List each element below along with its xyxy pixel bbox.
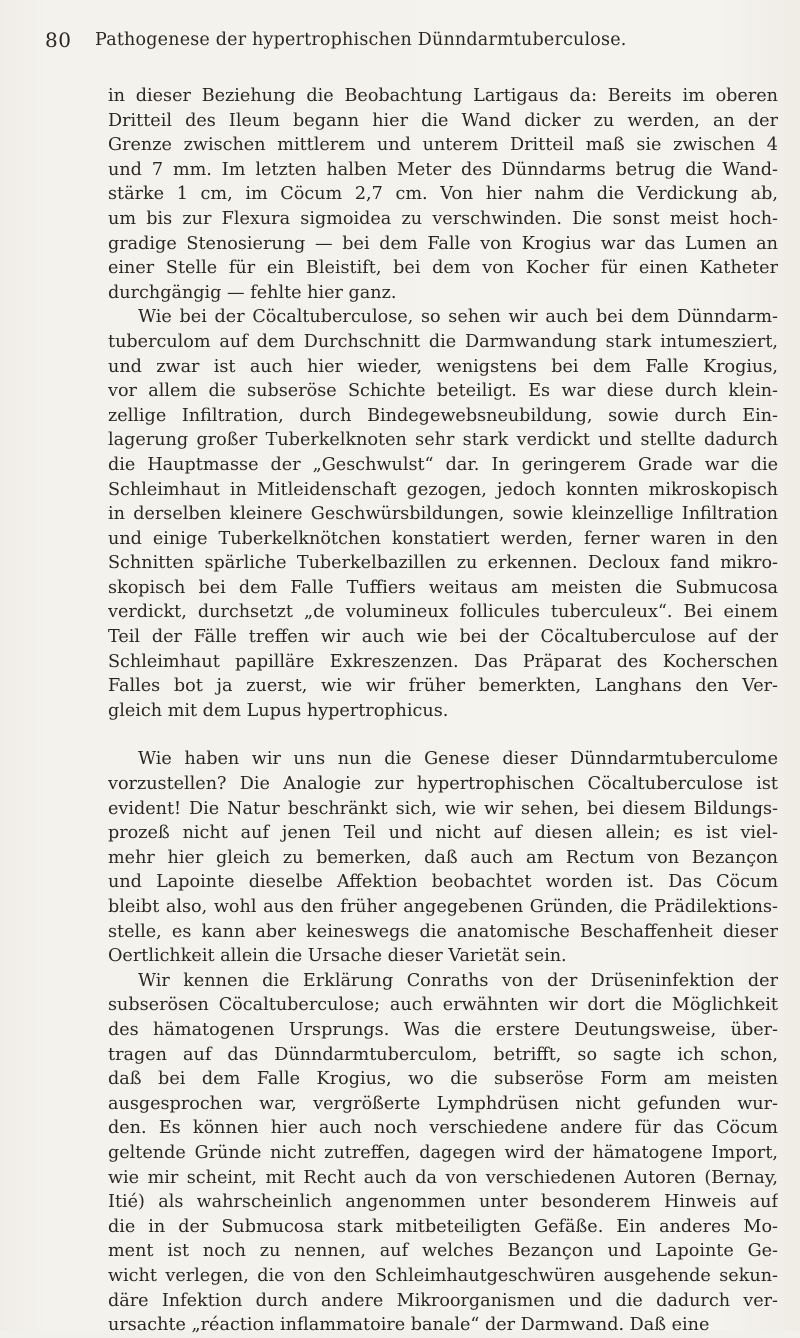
page-number: 80	[45, 28, 72, 52]
text-line: lagerung großer Tuberkelknoten sehr stark verdickt und stellte dadurch	[108, 430, 778, 451]
body-text	[108, 84, 778, 1338]
text-line: zellige Infiltration, durch Bindegewebsneubildung, sowie durch Ein-	[108, 405, 778, 426]
text-line: Schleimhaut papilläre Exkreszenzen. Das Präparat des Kocherschen	[108, 651, 778, 672]
text-line: ursachte „réaction inflammatoire banale“ der Darmwand. Daß eine	[108, 1315, 710, 1336]
text-line: Wie haben wir uns nun die Genese dieser Dünndarmtuberculome	[138, 749, 778, 770]
text-line: daß bei dem Falle Krogius, wo die subseröse Form am meisten	[108, 1069, 778, 1090]
text-line: und zwar ist auch hier wieder, wenigstens bei dem Falle Krogius,	[108, 356, 778, 377]
text-line: stelle, es kann aber keineswegs die anatomische Beschaffenheit dieser	[108, 921, 778, 942]
text-line: in dieser Beziehung die Beobachtung Lartigaus da: Bereits im oberen	[108, 86, 778, 106]
paragraph-2	[108, 305, 778, 723]
text-line: geltende Gründe nicht zutreffen, dagegen wird der hämatogene Import,	[108, 1142, 778, 1163]
text-line: däre Infektion durch andere Mikroorganismen und die dadurch ver-	[108, 1290, 778, 1311]
paragraph-3	[108, 747, 778, 968]
text-line: und 7 mm. Im letzten halben Meter des Dünndarms betrug die Wand-	[108, 159, 778, 180]
text-line: in derselben kleinere Geschwürsbildungen, sowie kleinzellige Infiltration	[108, 504, 778, 525]
text-line: Oertlichkeit allein die Ursache dieser Varietät sein.	[108, 946, 567, 967]
text-line: prozeß nicht auf jenen Teil und nicht auf diesen allein; es ist viel-	[108, 823, 778, 844]
text-line: Schleimhaut in Mitleidenschaft gezogen, jedoch konnten mikroskopisch	[108, 479, 778, 500]
text-line: Wie bei der Cöcaltuberculose, so sehen wir auch bei dem Dünndarm-	[138, 307, 778, 328]
text-line: des hämatogenen Ursprungs. Was die erstere Deutungsweise, über-	[108, 1019, 778, 1040]
text-line: subserösen Cöcaltuberculose; auch erwähnten wir dort die Möglichkeit	[108, 995, 778, 1016]
text-line: den. Es können hier auch noch verschiedene andere für das Cöcum	[108, 1118, 778, 1139]
paragraph-1	[108, 84, 778, 305]
text-line: bleibt also, wohl aus den früher angegebenen Gründen, die Prädilektions-	[108, 897, 778, 917]
page-header	[0, 28, 800, 58]
running-head: Pathogenese der hypertrophischen Dünndarmtuberculose.	[95, 30, 627, 50]
text-line: wicht verlegen, die von den Schleimhautgeschwüren ausgehende sekun-	[108, 1265, 778, 1286]
text-line: tuberculom auf dem Durchschnitt die Darmwandung stark intumesziert,	[108, 331, 778, 352]
text-line: wie mir scheint, mit Recht auch da von verschiedenen Autoren (Bernay,	[108, 1167, 778, 1188]
text-line: ment ist noch zu nennen, auf welches Bezançon und Lapointe Ge-	[108, 1241, 778, 1262]
text-line: mehr hier gleich zu bemerken, daß auch am Rectum von Bezançon	[108, 847, 778, 868]
text-line: verdickt, durchsetzt „de volumineux follicules tuberculeux“. Bei einem	[108, 602, 778, 623]
text-line: gleich mit dem Lupus hypertrophicus.	[108, 700, 449, 721]
text-line: durchgängig — fehlte hier ganz.	[108, 282, 397, 303]
text-line: evident! Die Natur beschränkt sich, wie wir sehen, bei diesem Bildungs-	[108, 798, 778, 819]
text-line: Schnitten spärliche Tuberkelbazillen zu erkennen. Decloux fand mikro-	[108, 553, 778, 574]
text-line: vorzustellen? Die Analogie zur hypertrophischen Cöcaltuberculose ist	[108, 774, 778, 795]
text-line: Itié) als wahrscheinlich angenommen unter besonderem Hinweis auf	[108, 1192, 778, 1213]
paragraph-4	[108, 969, 778, 1338]
text-line: die Hauptmasse der „Geschwulst“ dar. In geringerem Grade war die	[108, 454, 778, 475]
text-line: Falles bot ja zuerst, wie wir früher bemerkten, Langhans den Ver-	[108, 676, 778, 697]
text-line: und Lapointe dieselbe Affektion beobachtet worden ist. Das Cöcum	[108, 872, 778, 893]
text-line: Teil der Fälle treffen wir auch wie bei der Cöcaltuberculose auf der	[108, 627, 778, 648]
text-line: ausgesprochen war, vergrößerte Lymphdrüsen nicht gefunden wur-	[108, 1093, 778, 1114]
text-line: gradige Stenosierung — bei dem Falle von Krogius war das Lumen an	[108, 233, 778, 254]
text-line: stärke 1 cm, im Cöcum 2,7 cm. Von hier nahm die Verdickung ab,	[108, 184, 778, 205]
text-line: die in der Submucosa stark mitbeteiligten Gefäße. Ein anderes Mo-	[108, 1216, 778, 1237]
text-line: und einige Tuberkelknötchen konstatiert werden, ferner waren in den	[108, 528, 778, 549]
text-line: einer Stelle für ein Bleistift, bei dem von Kocher für einen Katheter	[108, 258, 778, 279]
text-line: tragen auf das Dünndarmtuberculom, betrifft, so sagte ich schon,	[108, 1044, 778, 1065]
text-line: vor allem die subseröse Schichte beteiligt. Es war diese durch klein-	[108, 381, 778, 402]
text-line: um bis zur Flexura sigmoidea zu verschwinden. Die sonst meist hoch-	[108, 208, 778, 229]
text-line: Wir kennen die Erklärung Conraths von der Drüseninfektion der	[138, 970, 778, 991]
text-line: skopisch bei dem Falle Tuffiers weitaus am meisten die Submucosa	[108, 577, 778, 598]
text-line: Dritteil des Ileum begann hier die Wand dicker zu werden, an der	[108, 110, 778, 131]
text-line: Grenze zwischen mittlerem und unterem Dritteil maß sie zwischen 4	[108, 135, 778, 156]
